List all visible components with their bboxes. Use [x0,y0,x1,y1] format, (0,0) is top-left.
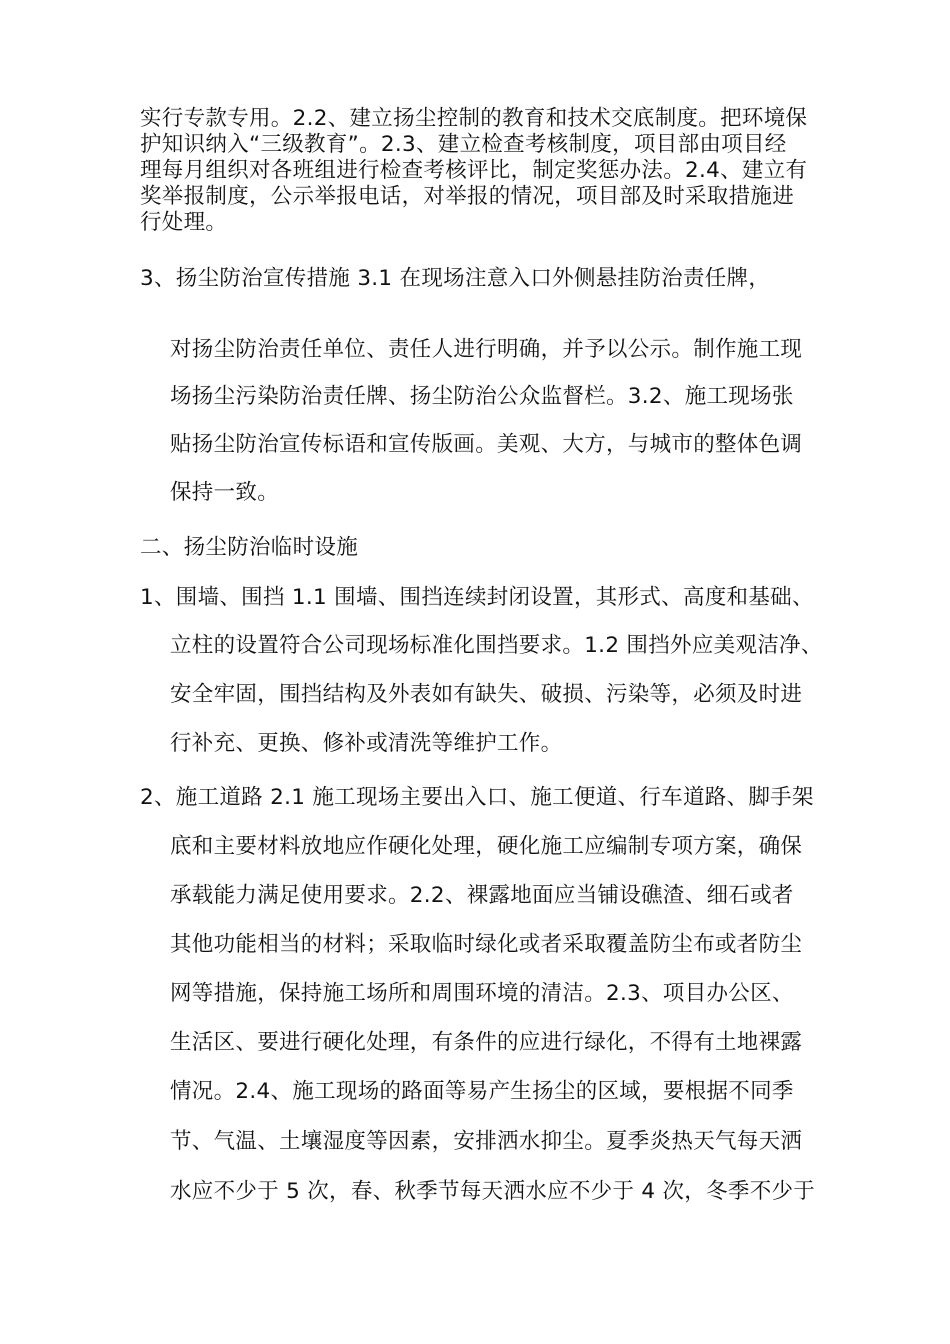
text-line: 行处理。 [140,210,228,235]
list-item-heading: 3、扬尘防治宣传措施 3.1 在现场注意入口外侧悬挂防治责任牌， [140,266,771,291]
text-line: 奖举报制度，公示举报电话，对举报的情况，项目部及时采取措施进 [140,184,795,209]
text-line: 情况。2.4、施工现场的路面等易产生扬尘的区域，要根据不同季 [170,1079,794,1104]
text-line: 行补充、更换、修补或清洗等维护工作。 [170,731,563,756]
list-item-heading: 2、施工道路 2.1 施工现场主要出入口、施工便道、行车道路、脚手架 [140,785,814,810]
text-line: 贴扬尘防治宣传标语和宣传版画。美观、大方，与城市的整体色调 [170,432,803,457]
text-line: 理每月组织对各班组进行检查考核评比，制定奖惩办法。2.4、建立有 [140,158,808,183]
text-line: 安全牢固，围挡结构及外表如有缺失、破损、污染等，必须及时进 [170,682,803,707]
text-line: 承载能力满足使用要求。2.2、裸露地面应当铺设礁渣、细石或者 [170,883,794,908]
text-line: 网等措施，保持施工场所和周围环境的清洁。2.3、项目办公区、 [170,981,794,1006]
text-line: 保持一致。 [170,480,280,505]
text-line: 生活区、要进行硬化处理，有条件的应进行绿化，不得有土地裸露 [170,1030,803,1055]
text-line: 护知识纳入“三级教育”。2.3、建立检查考核制度，项目部由项目经 [140,132,787,157]
text-line: 底和主要材料放地应作硬化处理，硬化施工应编制专项方案，确保 [170,834,803,859]
section-heading: 二、扬尘防治临时设施 [140,535,359,560]
text-line: 立柱的设置符合公司现场标准化围挡要求。1.2 围挡外应美观洁净、 [170,633,823,658]
text-line: 节、气温、土壤湿度等因素，安排洒水抑尘。夏季炎热天气每天洒 [170,1129,803,1154]
text-line: 场扬尘污染防治责任牌、扬尘防治公众监督栏。3.2、施工现场张 [170,384,794,409]
text-line: 其他功能相当的材料；采取临时绿化或者采取覆盖防尘布或者防尘 [170,932,803,957]
text-line: 水应不少于 5 次，春、秋季节每天洒水应不少于 4 次，冬季不少于 [170,1179,816,1204]
text-line: 实行专款专用。2.2、建立扬尘控制的教育和技术交底制度。把环境保 [140,106,808,131]
text-line: 对扬尘防治责任单位、责任人进行明确，并予以公示。制作施工现 [170,337,803,362]
list-item-heading: 1、围墙、围挡 1.1 围墙、围挡连续封闭设置，其形式、高度和基础、 [140,585,814,610]
